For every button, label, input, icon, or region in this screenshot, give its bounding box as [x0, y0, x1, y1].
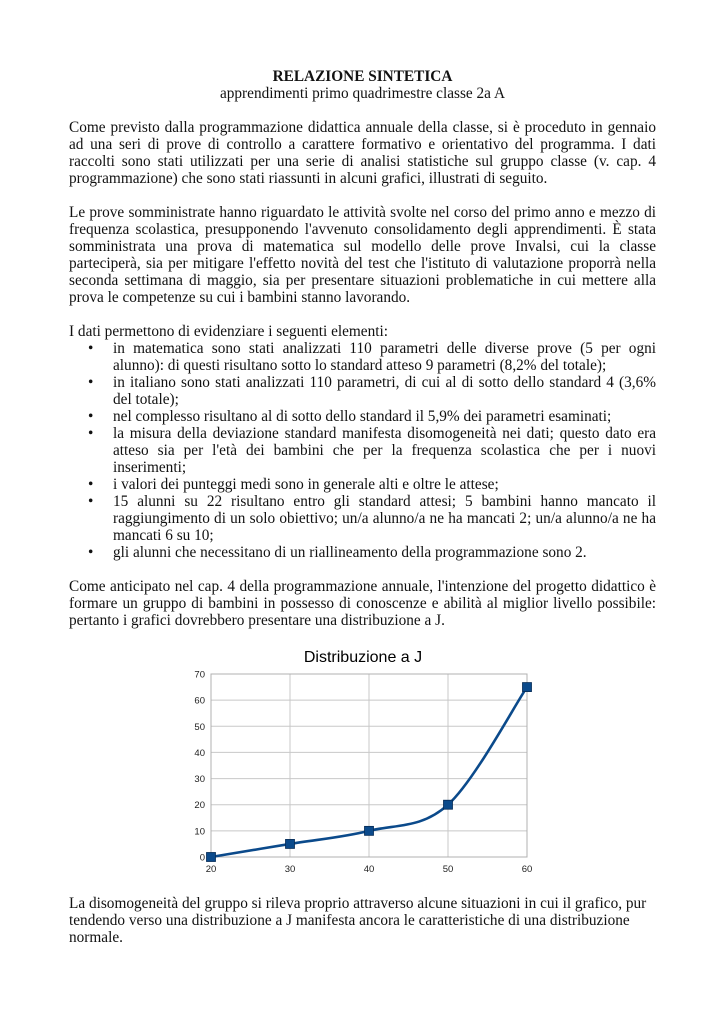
- paragraph-list-intro: I dati permettono di evidenziare i seguenti elementi:: [69, 323, 388, 340]
- y-tick-label: 20: [194, 800, 205, 812]
- document-subtitle: apprendimenti primo quadrimestre classe 2a A: [219, 85, 506, 102]
- findings-list: [69, 340, 656, 561]
- x-tick-label: 60: [521, 864, 533, 875]
- j-distribution-chart: [180, 640, 550, 880]
- list-item: • in matematica sono stati analizzati 110 parametri delle diverse prove (5 per ogni alunno): di questi risultano sotto lo standard atteso 9 parametri (8,2% del totale);: [88, 340, 656, 374]
- paragraph-intro: Come previsto dalla programmazione didattica annuale della classe, si è proceduto in gennaio ad una seri di prove di controllo a carattere formativo e orientativo del programma. I dati raccolti sono stati utilizzati per una serie di analisi statistiche sul gruppo classe (v. cap. 4 programmazione) che sono stati riassunti in alcuni grafici, illustrati di seguito.: [69, 119, 656, 187]
- data-point-marker: [523, 683, 532, 692]
- list-item: • nel complesso risultano al di sotto dello standard il 5,9% dei parametri esaminati;: [88, 408, 612, 425]
- y-tick-label: 60: [194, 695, 205, 707]
- bullet-glyph: •: [88, 408, 94, 425]
- chart-title: Distribuzione a J: [303, 649, 423, 666]
- y-tick-label: 30: [194, 774, 205, 786]
- document-body: [69, 68, 656, 646]
- data-point-marker: [286, 839, 295, 848]
- document-title: RELAZIONE SINTETICA: [272, 68, 453, 85]
- list-item: • 15 alunni su 22 risultano entro gli standard attesi; 5 bambini hanno mancato il raggiungimento di un solo obiettivo; un/a alunno/a ne ha mancati 2; un/a alunno/a ne ha mancati 6 su 10;: [88, 493, 656, 544]
- list-item: • in italiano sono stati analizzati 110 parametri, di cui al di sotto dello standard 4 (3,6% del totale);: [88, 374, 656, 408]
- list-item: • i valori dei punteggi medi sono in generale alti e oltre le attese;: [88, 476, 499, 493]
- paragraph-closing: La disomogeneità del gruppo si rileva proprio attraverso alcune situazioni in cui il grafico, pur tendendo verso una distribuzione a J manifesta ancora le caratteristiche di una distribuzione normale.: [69, 895, 647, 946]
- y-tick-label: 10: [194, 826, 205, 838]
- list-item: • la misura della deviazione standard manifesta disomogeneità nei dati; questo dato era atteso sia per l'età dei bambini che per la frequenza scolastica che per i nuovi inserimenti;: [88, 425, 656, 476]
- y-tick-label: 50: [194, 721, 205, 733]
- x-tick-label: 40: [363, 864, 375, 875]
- data-point-marker: [207, 853, 216, 862]
- data-point-marker: [444, 800, 453, 809]
- y-tick-label: 40: [194, 747, 205, 759]
- bullet-glyph: •: [88, 476, 94, 493]
- x-tick-label: 50: [442, 864, 454, 875]
- bullet-glyph: •: [88, 425, 94, 442]
- bullet-glyph: •: [88, 493, 94, 510]
- x-tick-label: 30: [284, 864, 296, 875]
- bullet-glyph: •: [88, 374, 94, 391]
- data-point-marker: [365, 826, 374, 835]
- bullet-glyph: •: [88, 544, 94, 561]
- paragraph-prove: Le prove somministrate hanno riguardato le attività svolte nel corso del primo anno e mezzo di frequenza scolastica, presupponendo l'avvenuto consolidamento degli apprendimenti. È stata somministrata una prova di matematica sul modello delle prove Invalsi, cui la classe parteciperà, sia per mitigare l'effetto novità del test che l'istituto di valutazione proporrà nella seconda settimana di maggio, sia per presentare situazioni problematiche in cui mettere alla prova le competenze su cui i bambini stanno lavorando.: [69, 204, 656, 306]
- x-tick-label: 20: [205, 864, 217, 875]
- y-tick-label: 0: [199, 852, 205, 864]
- list-item: • gli alunni che necessitano di un riallineamento della programmazione sono 2.: [88, 544, 587, 561]
- bullet-glyph: •: [88, 340, 94, 357]
- chart-container: [180, 640, 550, 880]
- paragraph-j-distribution: Come anticipato nel cap. 4 della programmazione annuale, l'intenzione del progetto didattico è formare un gruppo di bambini in possesso di conoscenze e abilità al miglior livello possibile: pertanto i grafici dovrebbero presentare una distribuzione a J.: [69, 578, 656, 629]
- y-tick-label: 70: [194, 669, 205, 681]
